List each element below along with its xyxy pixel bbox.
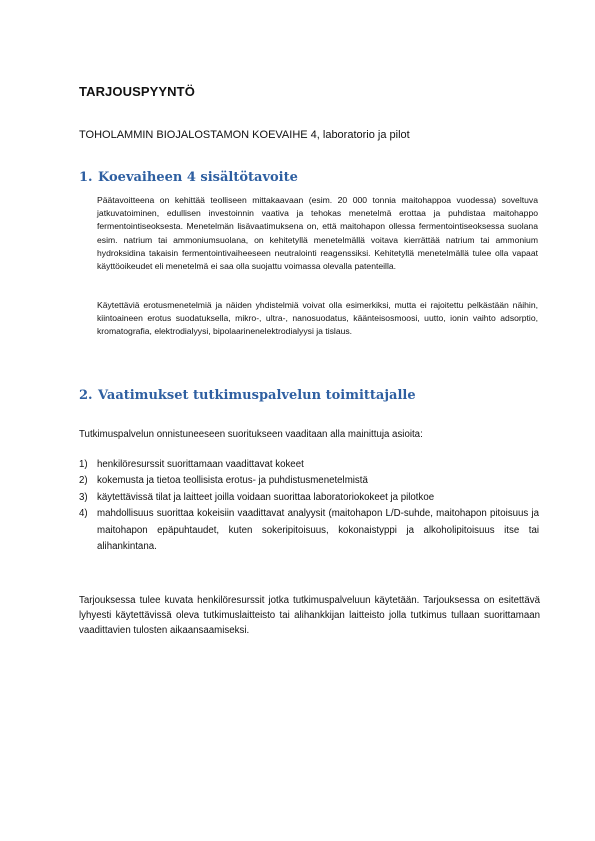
section-1-title: Koevaiheen 4 sisältötavoite [98,170,298,185]
section-1-paragraph-1: Päätavoitteena on kehittää teolliseen mittakaavaan (esim. 20 000 tonnia maitohappoa vuodessa) soveltuva jatkuvatoiminen, edullisen investoinnin vaativa ja tehokas menetelmä erottaa ja puhdistaa maitohappo fermentointiseoksesta. Menetelmän lisävaatimuksena on, että maitohapon ollessa fermentointiseoksessa suolana esim. natrium tai ammoniumsuolana, on kehitetyllä menetelmällä voitava kierrättää natrium tai ammonium hydroksidina takaisin fermentointivaiheeseen neutralointi reagenssiksi. Kehitetyllä menetelmällä tulee olla vapaat käyttöoikeudet eli menetelmä ei saa olla suojattu voimassa olevalla patenteilla. [97,195,538,272]
section-1-paragraph-2: Käytettäviä erotusmenetelmiä ja näiden yhdistelmiä voivat olla esimerkiksi, mutta ei rajoitettu pelkästään näihin, kiintoaineen erotus suodatuksella, mikro-, ultra-, nanosuodatus, käänteisosmoosi, uutto, ionin vaihto adsorptio, kromatografia, elektrodialyysi, bipolaarinenelektrodialyysi ja tislaus. [97,300,538,337]
section-2-title: Vaatimukset tutkimuspalvelun toimittajalle [98,388,416,403]
closing-paragraph: Tarjouksessa tulee kuvata henkilöresurssit jotka tutkimuspalveluun käytetään. Tarjouksessa on esitettävä lyhyesti käytettävissä oleva tutkimuslaitteisto tai alihankkijan laitteisto jolla tutkimus tullaan suorittamaan vaadittavien tulosten aikaansaamiseksi. [79,595,540,636]
list-item-text: mahdollisuus suorittaa kokeisiin vaadittavat analyysit (maitohapon L/D-suhde, maitohapon pitoisuus ja maitohapon epäpuhtaudet, kuten sokeripitoisuus, kokonaistyppi ja alkoholipitoisuus itse tai alihankintana. [97,508,539,553]
list-item [79,473,539,489]
list-item-text: kokemusta ja tietoa teollisista erotus- ja puhdistusmenetelmistä [97,475,368,487]
list-item-number: 1) [79,459,88,470]
section-2-intro: Tutkimuspalvelun onnistuneeseen suoritukseen vaaditaan alla mainittuja asioita: [79,429,423,440]
section-1-heading [79,170,298,185]
list-item-number: 2) [79,475,88,487]
section-2-number: 2. [79,388,93,403]
section-1-number: 1. [79,170,93,185]
section-2-heading [79,388,416,403]
document-subtitle: TOHOLAMMIN BIOJALOSTAMON KOEVAIHE 4, laboratorio ja pilot [79,129,410,141]
document-title: TARJOUSPYYNTÖ [79,84,195,99]
list-item [79,490,539,506]
list-item [79,457,539,473]
list-item-text: käytettävissä tilat ja laitteet joilla voidaan suorittaa laboratoriokokeet ja pilotkoe [97,491,435,503]
requirements-list [79,457,539,555]
list-item [79,506,539,555]
list-item-text: henkilöresurssit suorittamaan vaadittavat kokeet [97,459,304,470]
list-item-number: 4) [79,508,88,520]
list-item-number: 3) [79,491,88,503]
